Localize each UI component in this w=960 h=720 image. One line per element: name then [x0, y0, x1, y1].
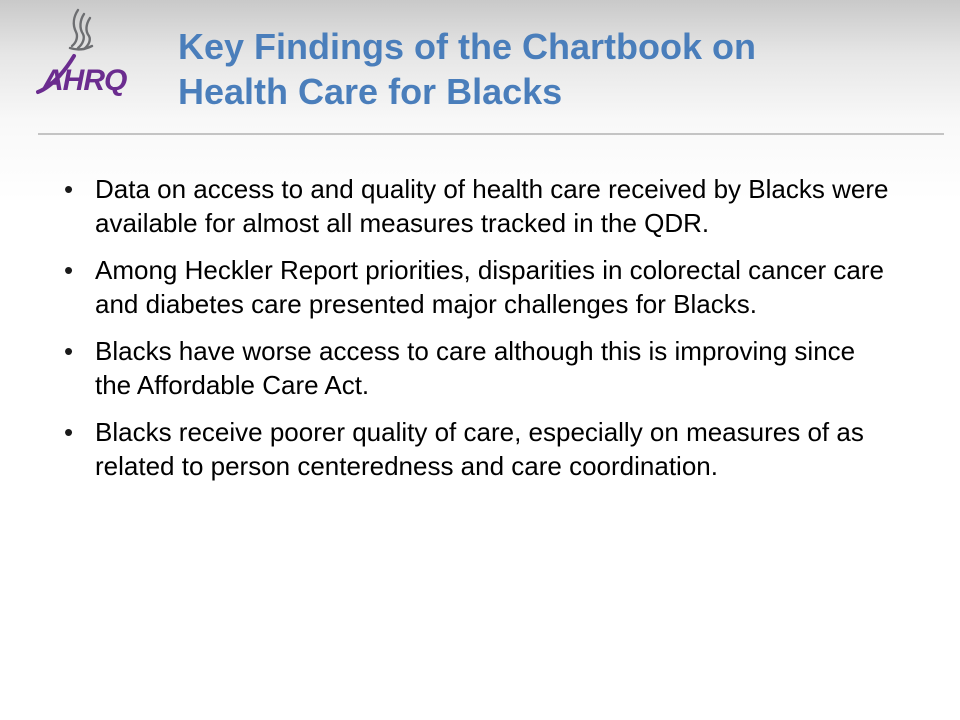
slide-title	[178, 24, 938, 114]
bullet-item	[62, 172, 892, 240]
bullet-text: Among Heckler Report priorities, disparities in colorectal cancer care and diabetes care presented major challenges for Blacks.	[95, 255, 884, 319]
ahrq-logo	[34, 6, 142, 98]
bullet-text: Data on access to and quality of health care received by Blacks were available for almost all measures tracked in the QDR.	[95, 174, 889, 238]
bullet-list	[62, 172, 892, 496]
title-line-2: Health Care for Blacks	[178, 71, 563, 112]
hhs-eagle-icon	[70, 10, 92, 49]
bullet-icon: •	[64, 174, 74, 204]
title-line-1: Key Findings of the Chartbook on	[178, 26, 756, 67]
bullet-text: Blacks receive poorer quality of care, especially on measures of as related to person centeredness and care coordination.	[95, 417, 864, 481]
title-divider	[38, 133, 944, 135]
bullet-icon: •	[64, 417, 74, 447]
bullet-item	[62, 253, 892, 321]
bullet-icon: •	[64, 336, 74, 366]
bullet-text: Blacks have worse access to care although this is improving since the Affordable Care Act.	[95, 336, 856, 400]
bullet-item	[62, 415, 892, 483]
logo-wordmark: AHRQ	[42, 64, 127, 97]
bullet-icon: •	[64, 255, 74, 285]
bullet-item	[62, 334, 892, 402]
